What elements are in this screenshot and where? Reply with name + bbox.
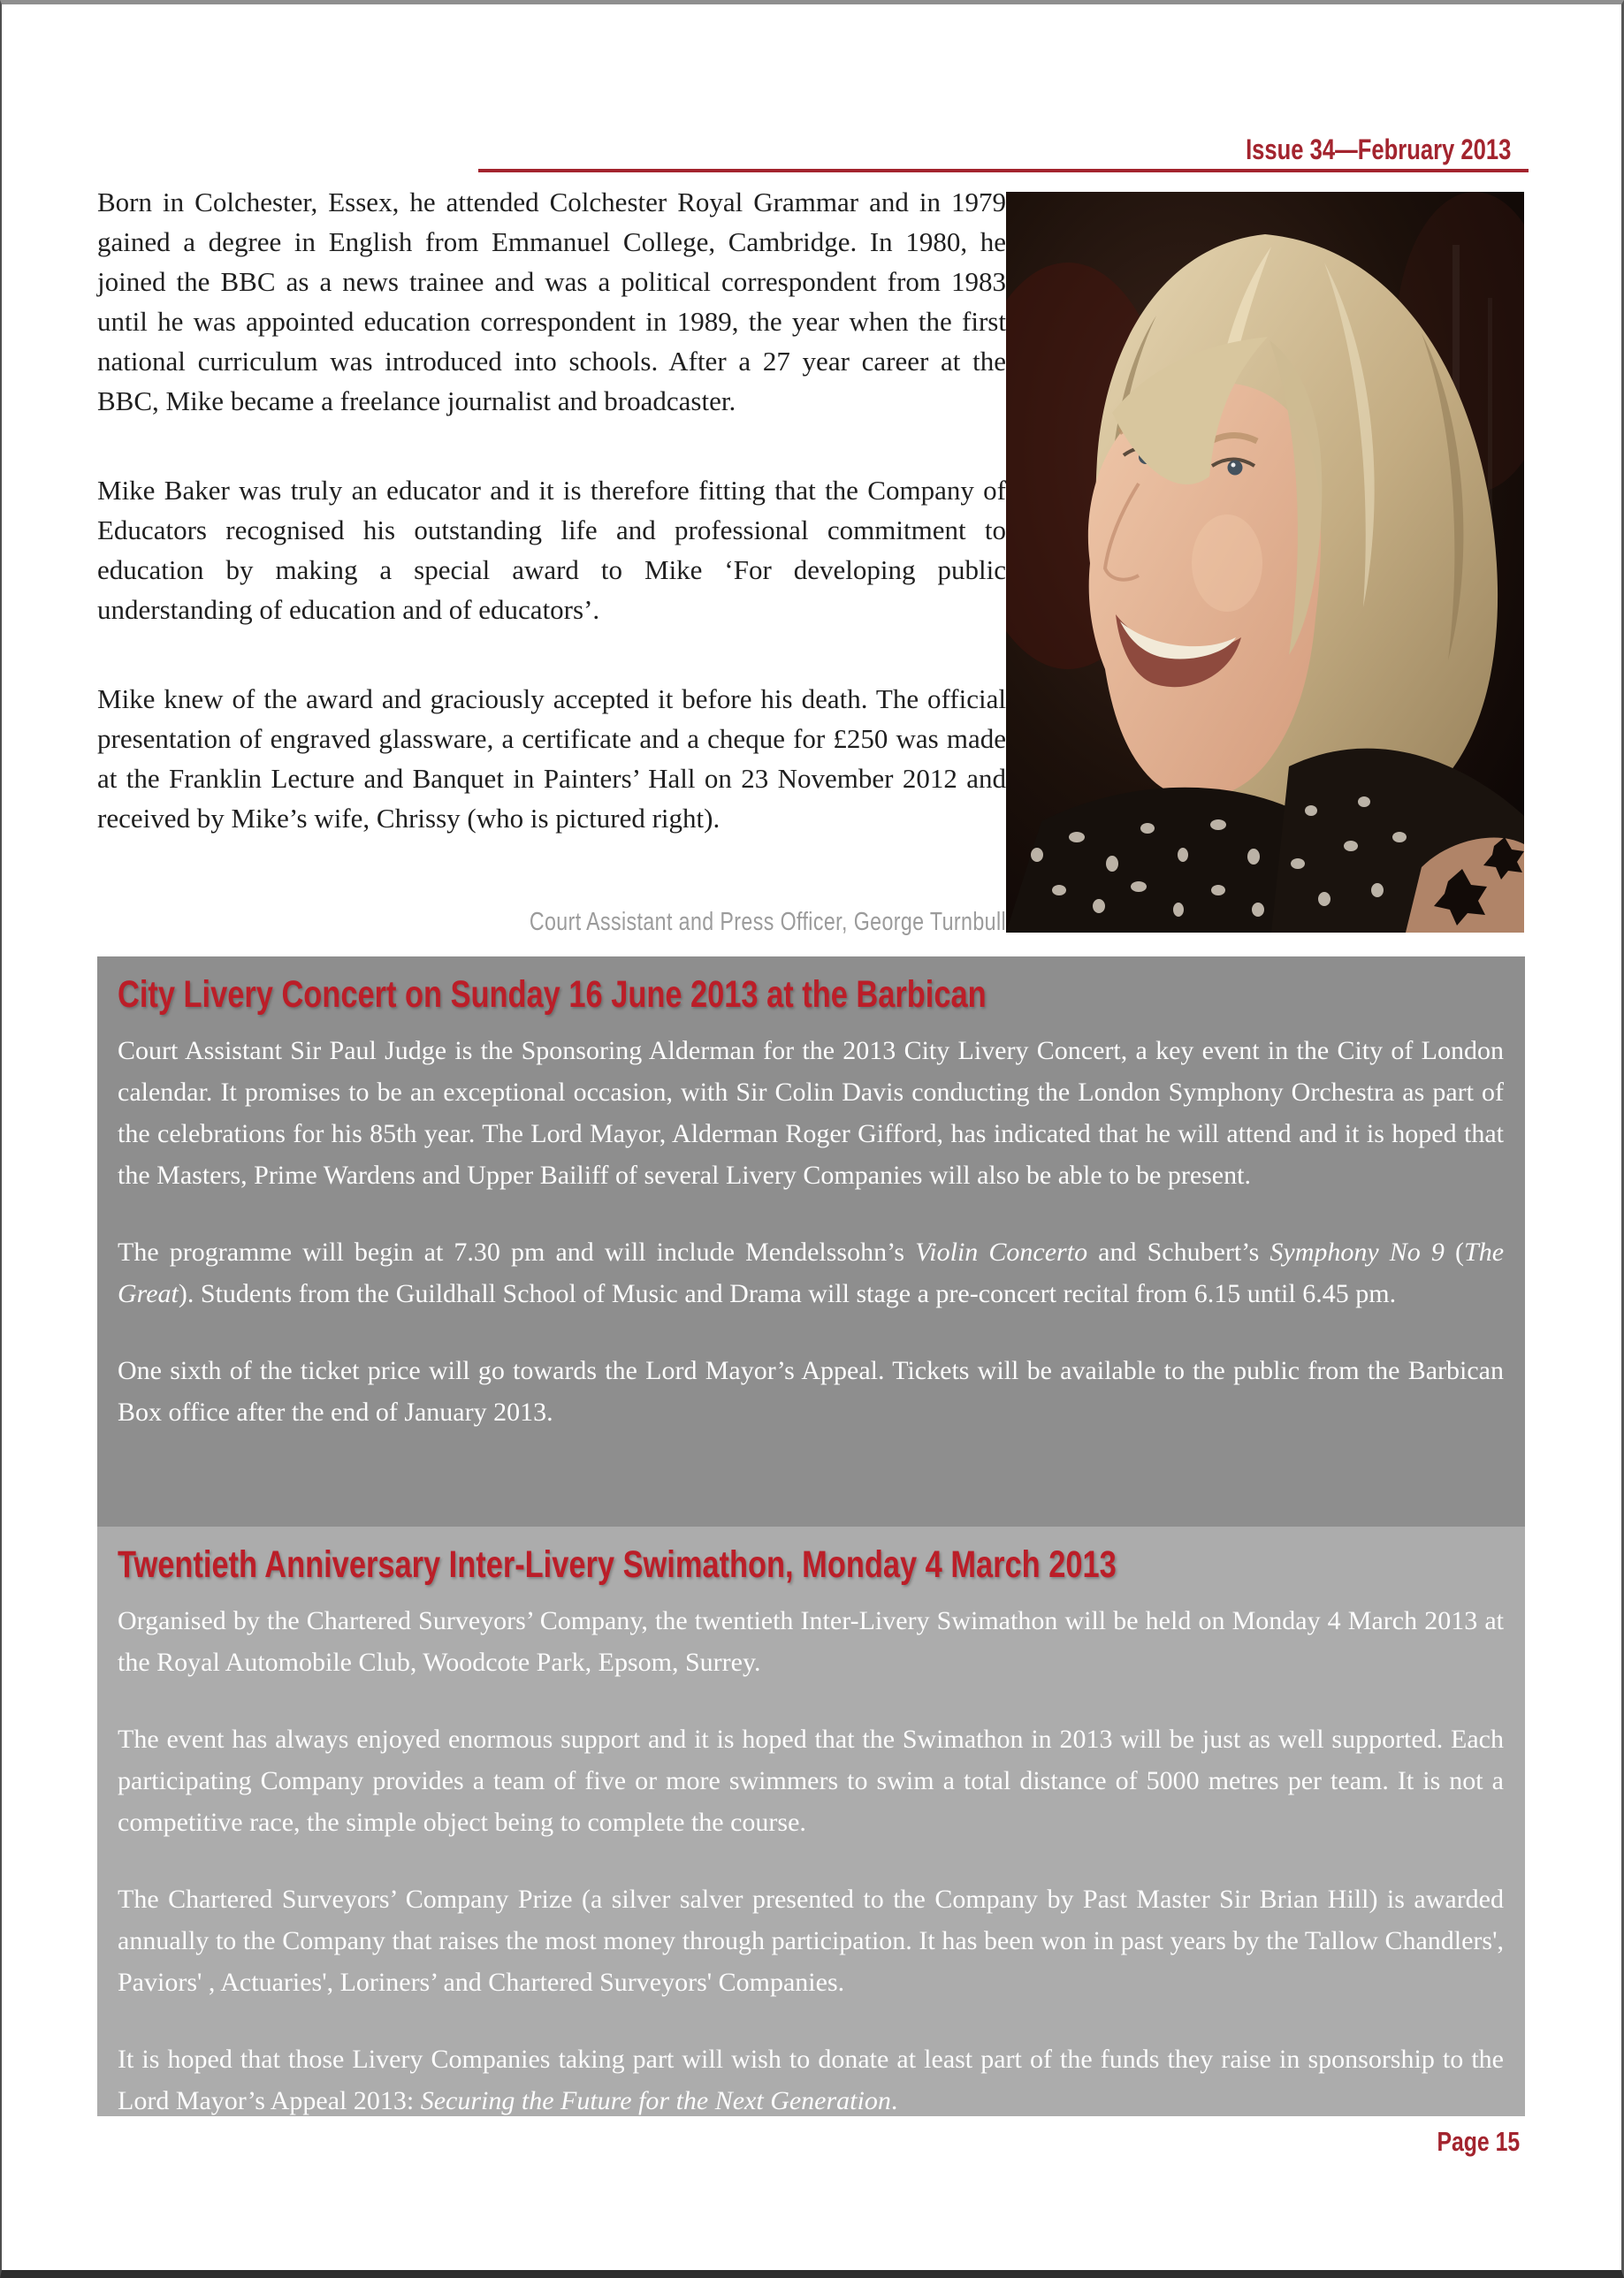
section-paragraph: The programme will begin at 7.30 pm and will include Mendelssohn’s Violin Concerto and Schubert’s Symphony No 9 (The Great). Students from the Guildhall School of Music and Drama will stage a pre-concert recital from 6.15 until 6.45 pm. [118,1238,1505,1308]
photo-caption [97,908,1006,937]
issue-label: Issue 34—February 2013 [1245,133,1511,165]
section-heading [118,1544,1504,1591]
page-header [1179,133,1511,165]
photo-caption-text: Court Assistant and Press Officer, George Turnbull [529,908,1006,936]
section-paragraph: The Chartered Surveyors’ Company Prize (a silver salver presented to the Company by Past Master Sir Brian Hill) is awarded annually to the Company that raises the most money through participation. It has been won in past years by the Tallow Chandlers', Paviors' , Actuaries', Loriners’ and Chartered Surveyors' Companies. [118,1885,1504,1997]
page-number-text: Page 15 [1437,2126,1520,2157]
article-paragraph: Born in Colchester, Essex, he attended Colchester Royal Grammar and in 1979 gained a degree in English from Emmanuel College, Cambridge. In 1980, he joined the BBC as a news trainee and was a political correspondent from 1983 until he was appointed education correspondent in 1989, the year when the first national curriculum was introduced into schools. After a 27 year career at the BBC, Mike became a freelance journalist and broadcaster. [97,187,1006,416]
article-paragraph: Mike knew of the award and graciously accepted it before his death. The official presentation of engraved glassware, a certificate and a cheque for £250 was made at the Franklin Lecture and Banquet in Painters’ Hall on 23 November 2012 and received by Mike’s wife, Chrissy (who is pictured right). [97,683,1006,834]
section-paragraph: The event has always enjoyed enormous support and it is hoped that the Swimathon in 2013 will be just as well supported. Each participating Company provides a team of five or more swimmers to swim a total distance of 5000 metres per team. It is not a competitive race, the simple object being to complete the course. [118,1725,1504,1837]
portrait-photo-art [1006,192,1524,933]
section-paragraph: Court Assistant Sir Paul Judge is the Sponsoring Alderman for the 2013 City Livery Concert, a key event in the City of London calendar. It promises to be an exceptional occasion, with Sir Colin Davis conducting the London Symphony Orchestra as part of the celebrations for his 85th year. The Lord Mayor, Alderman Roger Gifford, has indicated that he will attend and it is hoped that the Masters, Prime Wardens and Upper Bailiff of several Livery Companies will also be able to be present. [118,1036,1504,1190]
page-number [1416,2126,1520,2158]
section-heading-text: City Livery Concert on Sunday 16 June 2013 at the Barbican [118,973,987,1016]
article-paragraph: Mike Baker was truly an educator and it is therefore fitting that the Company of Educators recognised his outstanding life and professional commitment to education by making a special award to Mike ‘For developing public understanding of education and of educators’. [97,475,1006,625]
section-paragraph: It is hoped that those Livery Companies taking part will wish to donate at least part of the funds they raise in sponsorship to the Lord Mayor’s Appeal 2013: Securing the Future for the Next Generation. [118,2045,1504,2115]
section-heading-text: Twentieth Anniversary Inter-Livery Swimathon, Monday 4 March 2013 [118,1543,1117,1586]
section-paragraph: One sixth of the ticket price will go towards the Lord Mayor’s Appeal. Tickets will be available to the public from the Barbican Box office after the end of January 2013. [118,1356,1504,1427]
section-heading [118,974,1504,1021]
section-inter-livery-swimathon [97,1527,1525,2116]
portrait-photo [1006,192,1524,933]
article-body [97,182,1006,888]
section-city-livery-concert [97,956,1525,1527]
header-rule [478,169,1529,172]
section-paragraph: Organised by the Chartered Surveyors’ Company, the twentieth Inter-Livery Swimathon will be held on Monday 4 March 2013 at the Royal Automobile Club, Woodcote Park, Epsom, Surrey. [118,1606,1504,1677]
